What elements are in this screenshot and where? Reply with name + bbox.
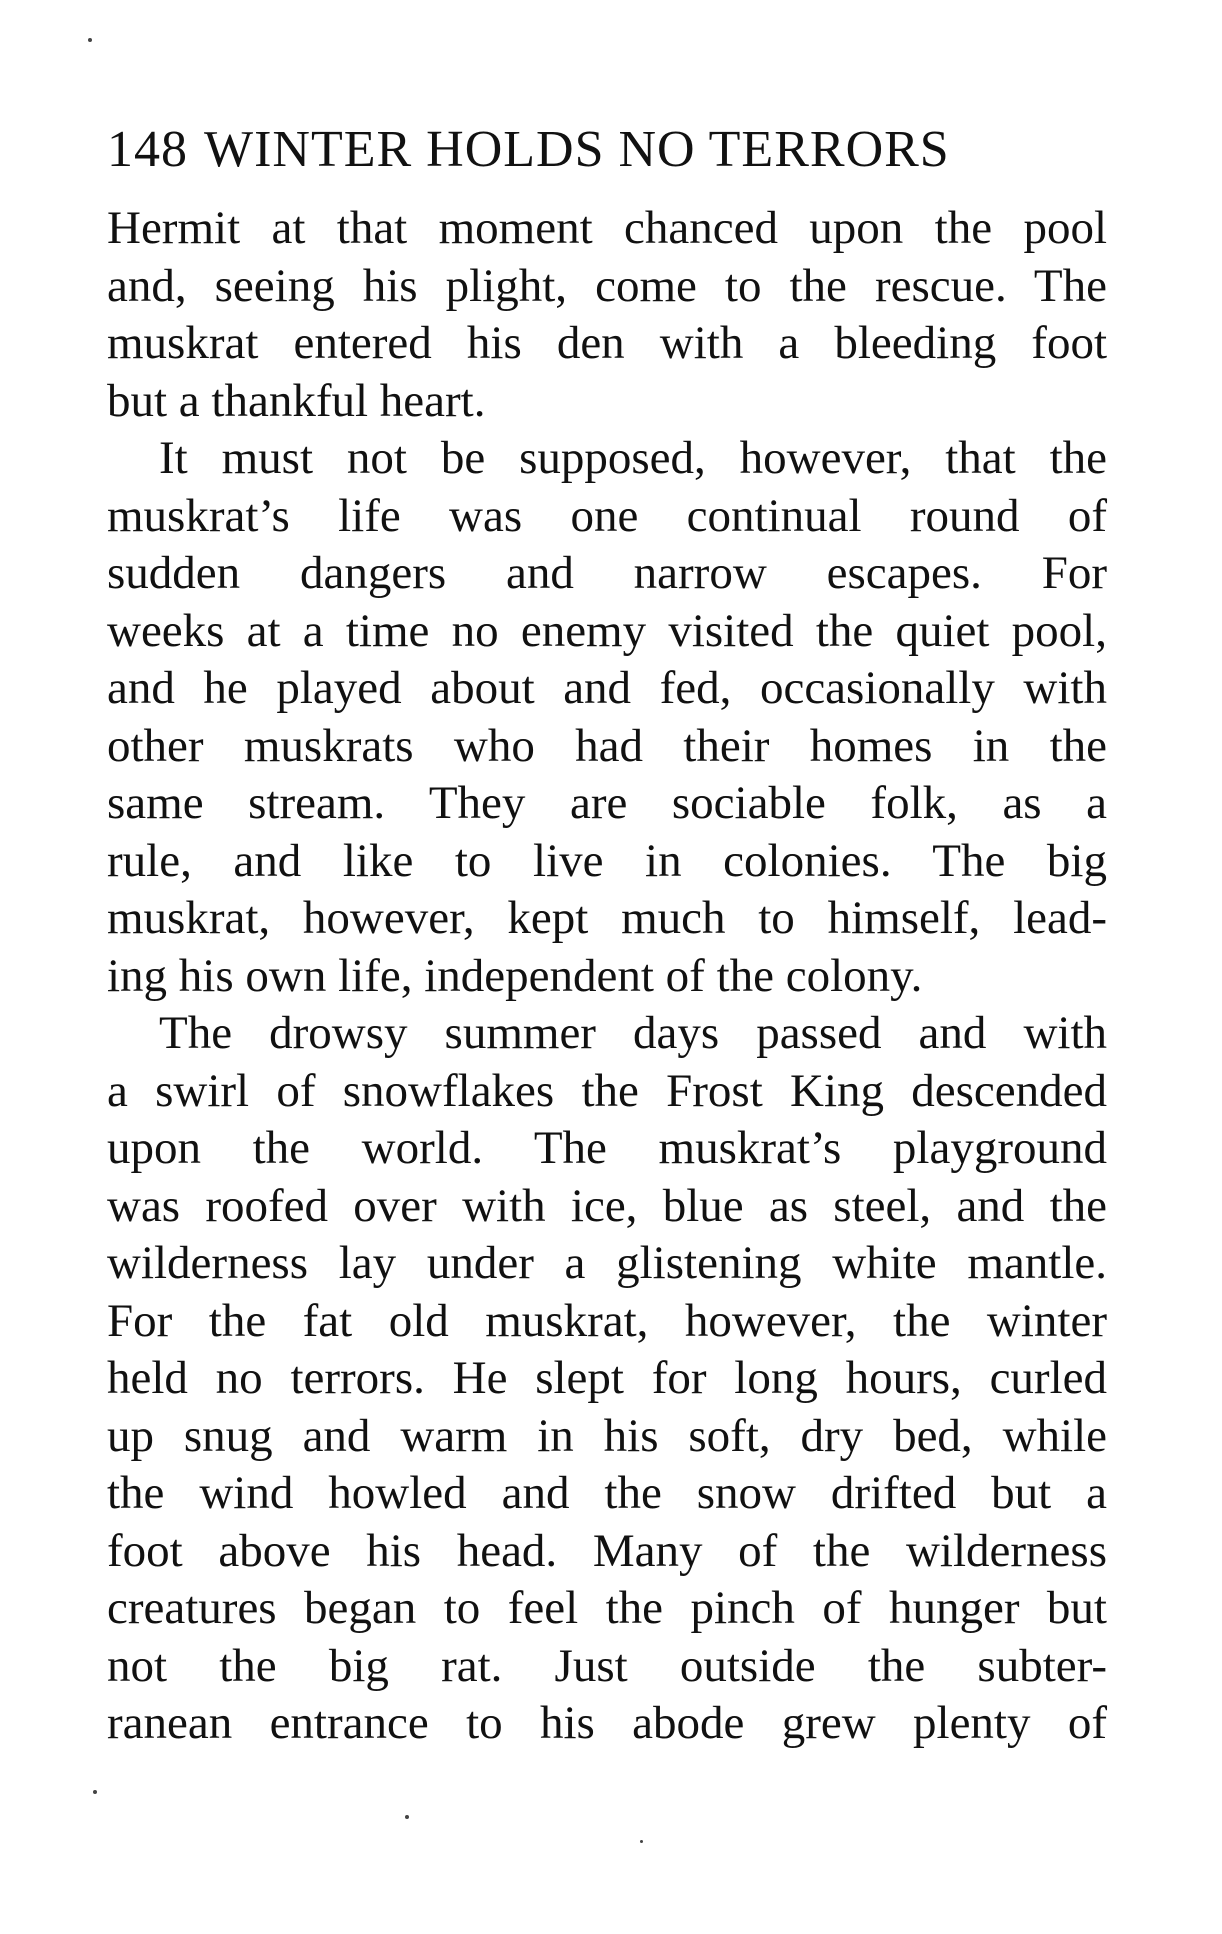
body-text (107, 200, 1107, 1753)
text-line: ranean entrance to his abode grew plenty of (107, 1697, 1107, 1749)
text-line: The drowsy summer days passed and with (159, 1007, 1107, 1059)
running-title: WINTER HOLDS NO TERRORS (204, 121, 950, 178)
text-line: upon the world. The muskrat’s playground (107, 1122, 1107, 1174)
print-speck (93, 1790, 97, 1794)
running-header (107, 118, 1117, 182)
text-line: For the fat old muskrat, however, the winter (107, 1294, 1107, 1347)
text-line: wilderness lay under a glistening white mantle. (107, 1237, 1107, 1289)
text-line: not the big rat. Just outside the subter- (107, 1639, 1107, 1692)
text-line: same stream. They are sociable folk, as a (107, 777, 1107, 829)
text-line: muskrat, however, kept much to himself, lead- (107, 892, 1107, 944)
text-line: It must not be supposed, however, that the (159, 432, 1107, 484)
text-line: and, seeing his plight, come to the rescue. The (107, 259, 1107, 312)
text-line: muskrat’s life was one continual round of (107, 489, 1107, 542)
print-speck (88, 38, 92, 42)
text-line: rule, and like to live in colonies. The big (107, 834, 1107, 887)
text-line: and he played about and fed, occasionally with (107, 662, 1107, 714)
print-speck (640, 1840, 643, 1843)
text-line: other muskrats who had their homes in the (107, 719, 1107, 772)
text-line: ing his own life, independent of the colony. (107, 949, 923, 1002)
text-line: sudden dangers and narrow escapes. For (107, 547, 1107, 599)
print-speck (405, 1815, 409, 1819)
text-line: but a thankful heart. (107, 374, 486, 427)
text-line: Hermit at that moment chanced upon the pool (107, 202, 1107, 254)
text-line: held no terrors. He slept for long hours, curled (107, 1352, 1107, 1404)
text-line: was roofed over with ice, blue as steel, and the (107, 1179, 1107, 1232)
text-line: foot above his head. Many of the wilderness (107, 1524, 1107, 1577)
page-number: 148 (107, 121, 188, 178)
text-line: up snug and warm in his soft, dry bed, while (107, 1409, 1107, 1462)
text-line: creatures began to feel the pinch of hunger but (107, 1582, 1107, 1634)
text-line: a swirl of snowflakes the Frost King descended (107, 1064, 1107, 1117)
text-line: muskrat entered his den with a bleeding foot (107, 317, 1107, 369)
text-line: weeks at a time no enemy visited the quiet pool, (107, 604, 1107, 657)
text-line: the wind howled and the snow drifted but a (107, 1467, 1107, 1519)
